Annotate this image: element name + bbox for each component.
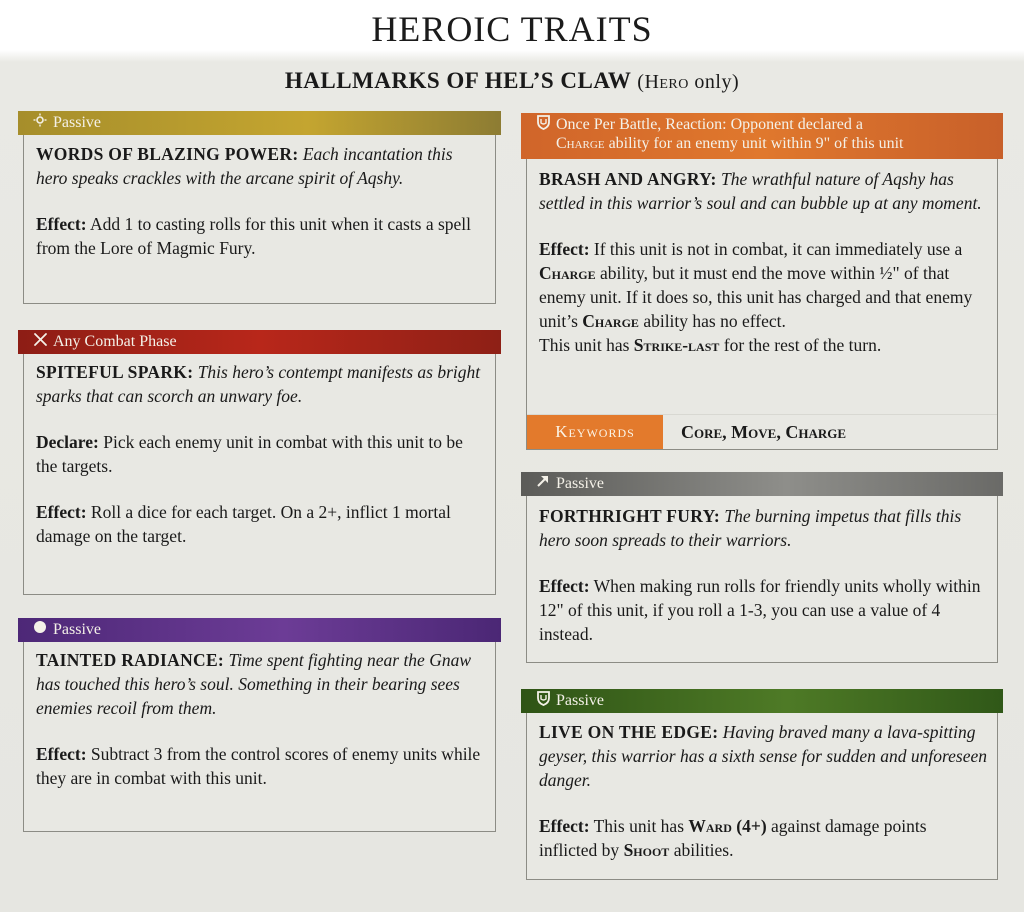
card-brash-and-angry xyxy=(526,114,998,450)
shoot-keyword: Shoot xyxy=(623,840,670,860)
card-header-passive xyxy=(18,618,501,642)
circle-icon xyxy=(32,620,48,640)
effect-text-3: abilities. xyxy=(669,840,734,860)
effect-label: Effect: xyxy=(539,576,590,596)
trait-name: FORTHRIGHT FURY: xyxy=(539,506,721,526)
card-header-label: Passive xyxy=(556,475,604,492)
charge-keyword: Charge xyxy=(582,311,639,331)
effect-label: Effect: xyxy=(539,239,590,259)
effect-text-1: If this unit is not in combat, it can immediately use a xyxy=(593,239,963,259)
trait-name: WORDS OF BLAZING POWER: xyxy=(36,144,299,164)
card-body xyxy=(36,142,485,260)
card-header-label: Passive xyxy=(53,114,101,131)
effect-label: Effect: xyxy=(36,502,87,522)
effect-text: Roll a dice for each target. On a 2+, inflict 1 mortal damage on the target. xyxy=(36,502,451,546)
header-line-1: Once Per Battle, Reaction: Opponent declared a xyxy=(556,116,863,133)
card-header-label: Any Combat Phase xyxy=(53,333,177,350)
trait-flavor: Each incantation this hero speaks crackles with the arcane spirit of Aqshy. xyxy=(36,144,453,188)
declare-label: Declare: xyxy=(36,432,99,452)
effect-text-3: ability has no effect. xyxy=(638,311,786,331)
trait-name: LIVE ON THE EDGE: xyxy=(539,722,719,742)
section-title-main: HALLMARKS OF HEL’S CLAW xyxy=(284,68,632,93)
card-words-of-blazing-power xyxy=(23,112,496,304)
card-body xyxy=(36,360,485,548)
card-header-passive xyxy=(18,111,501,135)
trait-flavor: This hero’s contempt manifests as bright sparks that can scorch an unwary foe. xyxy=(36,362,481,406)
effect-text-2: against damage points inflicted by xyxy=(539,816,927,860)
trait-flavor: The burning impetus that fills this hero soon spreads to their warriors. xyxy=(539,506,962,550)
sun-icon xyxy=(32,113,48,133)
card-header-reaction xyxy=(521,113,1003,159)
card-body xyxy=(539,720,987,862)
shield-icon xyxy=(535,115,551,136)
card-body xyxy=(539,504,987,646)
card-header-label: Passive xyxy=(556,692,604,709)
card-header-any-combat-phase xyxy=(18,330,501,354)
effect-text-1: This unit has xyxy=(593,816,689,836)
effect-label: Effect: xyxy=(36,214,87,234)
charge-keyword: Charge xyxy=(556,135,605,152)
effect-label: Effect: xyxy=(36,744,87,764)
card-spiteful-spark xyxy=(23,331,496,595)
subtitle-open: ( xyxy=(637,71,645,93)
page-title: HEROIC TRAITS xyxy=(371,9,653,49)
keywords-bar xyxy=(527,414,997,449)
header-line-2: ability for an enemy unit within 9" of this unit xyxy=(604,135,904,152)
ward-keyword: Ward (4+) xyxy=(688,816,767,836)
arrow-icon xyxy=(535,474,551,494)
card-live-on-the-edge xyxy=(526,690,998,880)
card-header-passive xyxy=(521,689,1003,713)
effect-line2-2: for the rest of the turn. xyxy=(719,335,882,355)
effect-text-2: ability, but it must end the move within ½" of that enemy unit. If it does so, this unit has charged and that enemy unit’s xyxy=(539,263,973,331)
card-header-label: Passive xyxy=(53,621,101,638)
trait-flavor: Time spent fighting near the Gnaw has touched this hero’s soul. Something in their bearing sees enemies recoil from them. xyxy=(36,650,472,718)
trait-name: BRASH AND ANGRY: xyxy=(539,169,717,189)
crossed-swords-icon xyxy=(32,332,48,353)
subtitle-close: only) xyxy=(688,71,740,93)
strike-last-keyword: Strike-last xyxy=(633,335,720,355)
trait-flavor: The wrathful nature of Aqshy has settled in this warrior’s soul and can bubble up at any moment. xyxy=(539,169,982,213)
card-body xyxy=(539,167,987,357)
effect-line2-1: This unit has xyxy=(539,335,634,355)
keywords-values: Core, Move, Charge xyxy=(681,421,846,442)
effect-label: Effect: xyxy=(539,816,590,836)
card-header-passive xyxy=(521,472,1003,496)
card-tainted-radiance xyxy=(23,619,496,832)
hero-keyword: Hero xyxy=(644,71,689,93)
card-body xyxy=(36,648,485,790)
trait-name: TAINTED RADIANCE: xyxy=(36,650,225,670)
keywords-label: Keywords xyxy=(527,415,663,449)
card-header-label xyxy=(556,115,995,153)
section-subtitle xyxy=(637,71,739,93)
section-title xyxy=(0,68,1024,94)
declare-text: Pick each enemy unit in combat with this unit to be the targets. xyxy=(36,432,463,476)
effect-text: When making run rolls for friendly units wholly within 12" of this unit, if you roll a 1-3, you can use a value of 4 instead. xyxy=(539,576,981,644)
effect-text: Add 1 to casting rolls for this unit when it casts a spell from the Lore of Magmic Fury. xyxy=(36,214,472,258)
card-forthright-fury xyxy=(526,473,998,663)
trait-name: SPITEFUL SPARK: xyxy=(36,362,194,382)
charge-keyword: Charge xyxy=(539,263,596,283)
effect-text: Subtract 3 from the control scores of enemy units while they are in combat with this unit. xyxy=(36,744,481,788)
shield-icon xyxy=(535,691,551,712)
trait-flavor: Having braved many a lava-spitting geyser, this warrior has a sixth sense for sudden and unforeseen danger. xyxy=(539,722,988,790)
